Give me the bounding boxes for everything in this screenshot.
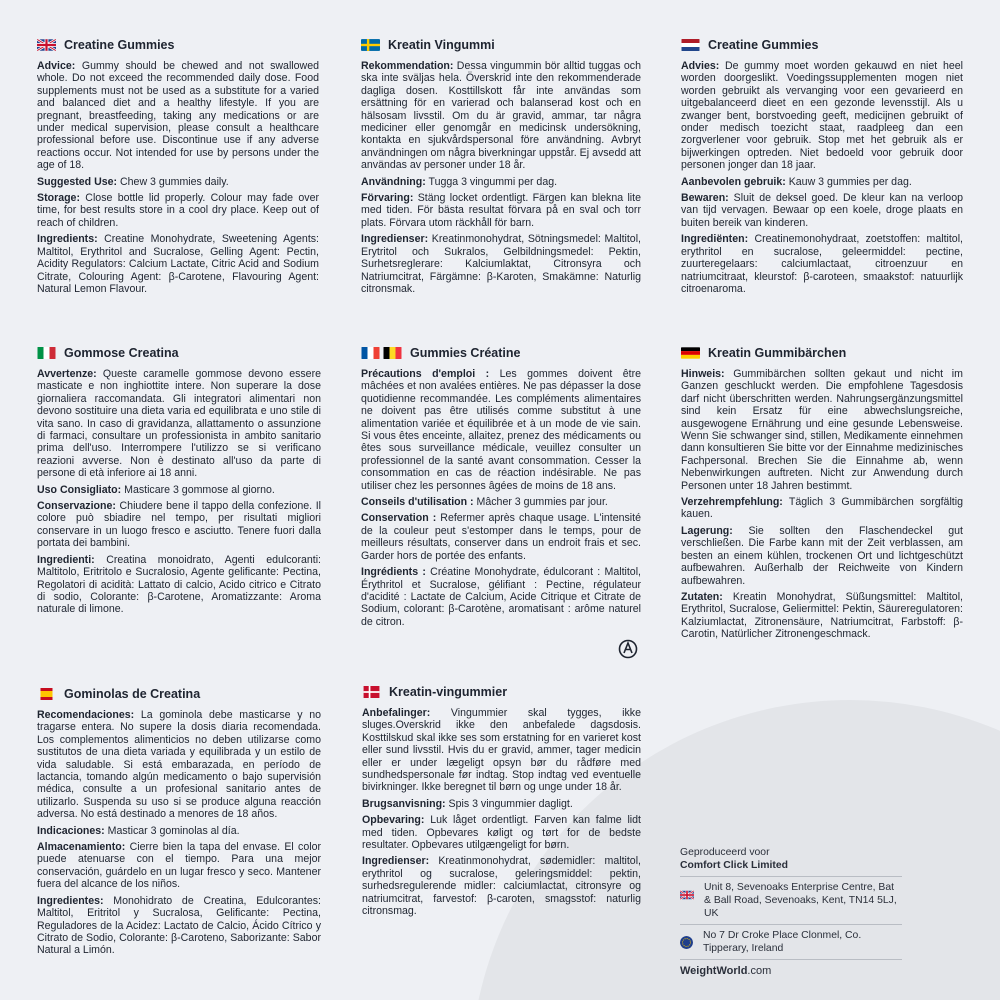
storage-text: Almacenamiento: Cierre bien la tapa del envase. El color puede atenuarse con el tiempo. Para una mejor conservación, guárdelo en un lugar fresco y seco. Mantener fuera del alcance de los niños. bbox=[37, 841, 321, 891]
section-nl bbox=[681, 38, 963, 299]
section-title: Kreatin Vingummi bbox=[388, 38, 495, 52]
advice-text: Recomendaciones: La gominola debe masticarse y no tragarse entera. No supere la dosis diaria recomendada. Los complementos alimenticios no deben utilizarse como sustitutos de una dieta variada y equilibrada y un estilo de vida saludable. Si está embarazada, en período de lactancia, tomando algún medicamento o bajo supervisión médica, consulte a un profesional sanitario antes de utilizarlo. Suspenda su uso si se produce alguna reacción adversa. No está destinado a menores de 18 años. bbox=[37, 709, 321, 821]
ingredients-text: Ingredienser: Kreatinmonohydrat, sødemidler: maltitol, erythritol og sucralose, geleringsmiddel: pektin, surhedsregulerende midler: calciumlactat, citronsyre og natriumcitrat, farvestof: β-caroten, smagsstof: naturlig citronsmag. bbox=[362, 855, 641, 918]
advice-text: Hinweis: Gummibärchen sollten gekaut und nicht im Ganzen geschluckt werden. Die empfohlene Tagesdosis darf nicht überschritten werden. Nahrungsergänzungsmittel sind kein Ersatz für eine abwechslungsreiche, ausgewogene Ernährung und eine gesunde Lebensweise. Wenn Sie schwanger sind, stillen, Medikamente einnehmen dann konsultieren Sie bitte vor der Einnahme medizinisches Fachpersonal. Brechen Sie die Einnahme ab, wenn Nebenwirkungen auftreten. Nicht zur Anwendung durch Personen unter 18 Jahren bestimmt. bbox=[681, 368, 963, 492]
manufacturer-info bbox=[680, 846, 902, 978]
uk-flag-icon bbox=[680, 890, 694, 900]
spain-flag-icon bbox=[37, 688, 56, 700]
storage-text: Förvaring: Stäng locket ordentligt. Färgen kan blekna lite med tiden. För bästa resultat förvara på en sval och torr plats. Förvara utom räckhåll för barn. bbox=[361, 192, 641, 229]
advice-text: Avvertenze: Queste caramelle gommose devono essere masticate e non inghiottite intere. Non superare la dose giornaliera raccomandata. Gli integratori alimentari non devono sostituire una dieta varia ed equilibrata e uno stile di vita sano. In caso di gravidanza, allattamento o assunzione di farmaci, consultare un professionista in ambito sanitario prima dell'uso. Interrompere l'utilizzo se si verificano reazioni avverse. Non è destinato all'uso da parte di persone di età inferiore ai 18 anni. bbox=[37, 368, 321, 480]
section-title: Creatine Gummies bbox=[708, 38, 819, 52]
section-dk bbox=[362, 685, 641, 922]
use-text: Conseils d'utilisation : Mâcher 3 gummies par jour. bbox=[361, 496, 608, 509]
section-title: Creatine Gummies bbox=[64, 38, 175, 52]
ingredients-text: Zutaten: Kreatin Monohydrat, Süßungsmittel: Maltitol, Erythritol, Sucralose, Geliermittel: Pektin, Säureregulatoren: Kalziumlactat, Zitronensäure, Natriumcitrat, Farbstoff: β-Carotin, Natürlicher Zitronengeschmack. bbox=[681, 590, 963, 641]
website: WeightWorld.com bbox=[680, 959, 902, 978]
section-se bbox=[361, 38, 641, 299]
ingredients-text: Ingredientes: Monohidrato de Creatina, Edulcorantes: Maltitol, Eritritol y Sucralosa, Gelificante: Pectina, Reguladores de la Acidez: Lactato de Calcio, Ácido Cítrico y Citrato de Sodio, Colorante: β-Caroteno, Saborizante: Sabor Natural a Limón. bbox=[37, 894, 321, 957]
ingredients-text: Ingrediënten: Creatinemonohydraat, zoetstoffen: maltitol, erythritol en sucralose, geleermiddel: pectine, zuurteregelaars: calciumlactaat, citroenzuur en natriumcitraat, kleurstof: β-caroteen, smaakstof: natuurlijk citroenaroma. bbox=[681, 233, 963, 295]
section-title: Kreatin-vingummier bbox=[389, 685, 508, 699]
use-text: Aanbevolen gebruik: Kauw 3 gummies per dag. bbox=[681, 175, 912, 188]
triman-recycle-icon bbox=[617, 638, 639, 660]
storage-text: Conservazione: Chiudere bene il tappo della confezione. Il colore può sbiadire nel tempo, per risultati migliori conservare in un luogo fresco e asciutto. Tenere fuori dalla portata dei bambini. bbox=[37, 500, 321, 550]
use-text: Brugsanvisning: Spis 3 vingummier dagligt. bbox=[362, 797, 573, 810]
use-text: Verzehrempfehlung: Täglich 3 Gummibärchen sorgfältig kauen. bbox=[681, 496, 963, 521]
section-title: Gommose Creatina bbox=[64, 346, 179, 360]
section-title: Gummies Créatine bbox=[410, 346, 521, 360]
ingredients-text: Ingredienti: Creatina monoidrato, Agenti edulcoranti: Maltitolo, Eritritolo e Sucralosio, Agente gelificante: Pectina, Regolatori di acidità: Lattato di calcio, Acido citrico e Citrato di sodio, Colorante: β-Carotene, Aromatizzante: Aroma naturale di limone. bbox=[37, 553, 321, 616]
advice-text: Rekommendation: Dessa vingummin bör alltid tuggas och ska inte sväljas hela. Överskrid inte den rekommenderade dagliga dosen. Kosttillskott får inte användas som ersättning för en varierad och balanserad kost och en hälsosam livsstil. Om du är gravid, ammar, tar några mediciner eller genomgår en medicinsk undersökning, kontakta en sjukvårdspersonal före användning. Avbryt användningen om några biverkningar uppstår. Ej avsedd att användas av personer under 18 år. bbox=[361, 60, 641, 172]
use-text: Suggested Use: Chew 3 gummies daily. bbox=[37, 175, 229, 188]
ingredients-text: Ingredienser: Kreatinmonohydrat, Sötningsmedel: Maltitol, Erytritol och Sukralos, Gelbildningsmedel: Pektin, Surhetsreglerare: Kalciumlaktat, Citronsyra och Natriumcitrat, Färgämne: β-Karoten, Smakämne: Naturlig citronsmak. bbox=[361, 233, 641, 295]
advice-text: Advies: De gummy moet worden gekauwd en niet heel worden doorgeslikt. Voedingssupplementen mogen niet worden gebruikt als vervanging voor een gevarieerd en uitgebalanceerd dieet en een gezonde levensstijl. Als u zwanger bent, borstvoeding geeft, medicijnen gebruikt of onder medisch toezicht staat, raadpleeg dan een zorgverlener voor gebruik. Stop met het gebruik als er bijwerkingen optreden. Niet bedoeld voor gebruik door personen jonger dan 18 jaar. bbox=[681, 60, 963, 172]
ingredients-text: Ingrédients : Créatine Monohydrate, édulcorant : Maltitol, Érythritol et Sucralose, gélifiant : Pectine, régulateur d'acidité : Lactate de Calcium, Acide Citrique et Citrate de Sodium, colorant: β-Carotène, aromatisant : arôme naturel de citron. bbox=[361, 566, 641, 628]
uk-address-text: Unit 8, Sevenoaks Enterprise Centre, Bat & Ball Road, Sevenoaks, Kent, TN14 5LJ, UK bbox=[704, 882, 897, 919]
italy-flag-icon bbox=[37, 347, 56, 359]
belgium-flag-icon bbox=[383, 347, 402, 359]
section-it bbox=[37, 346, 321, 620]
section-es bbox=[37, 687, 321, 961]
section-title: Kreatin Gummibärchen bbox=[708, 346, 847, 360]
section-fr bbox=[361, 346, 641, 632]
eu-flag-icon bbox=[680, 936, 693, 949]
storage-text: Conservation : Refermer après chaque usage. L'intensité de la couleur peut s'estomper dans le temps, pour de meilleurs résultats, conserver dans un endroit frais et sec. Garder hors de portée des enfants. bbox=[361, 512, 641, 562]
advice-text: Advice: Gummy should be chewed and not swallowed whole. Do not exceed the recommended daily dose. Food supplements must not be used as a substitute for a varied and balanced diet and a healthy lifestyle. If you are pregnant, breastfeeding, taking any medications or are under medical supervision, please consult a healthcare professional before use. Discontinue use if any adverse reactions occur. Not intended for use by persons under the age of 18. bbox=[37, 60, 319, 172]
use-text: Användning: Tugga 3 vingummi per dag. bbox=[361, 175, 558, 188]
use-text: Indicaciones: Masticar 3 gominolas al día. bbox=[37, 824, 240, 837]
storage-text: Storage: Close bottle lid properly. Colour may fade over time, for best results store in a cool dry place. Keep out of reach of children. bbox=[37, 192, 319, 229]
germany-flag-icon bbox=[681, 347, 700, 359]
storage-text: Bewaren: Sluit de deksel goed. De kleur kan na verloop van tijd vervagen. Bewaar op een koele, droge plaats en buiten bereik van kinderen. bbox=[681, 192, 963, 229]
ireland-address-text: No 7 Dr Croke Place Clonmel, Co. Tipperary, Ireland bbox=[703, 930, 862, 954]
section-title: Gominolas de Creatina bbox=[64, 687, 201, 701]
advice-text: Anbefalinger: Vingummier skal tygges, ikke sluges.Overskrid ikke den anbefalede dagsdosis. Kosttilskud skal ikke ses som erstatning for en varieret kost eller sund livsstil. Hvis du er gravid, ammer, tager medicin eller er under lægeligt opsyn bør du rådføre med sundhedspersonale før indtag. Stop indtag ved eventuelle bivirkninger. Ikke beregnet til børn og unge under 18 år. bbox=[362, 707, 641, 794]
advice-text: Précautions d'emploi : Les gommes doivent être mâchées et non avalées entières. Ne pas dépasser la dose quotidienne recommandée. Les compléments alimentaires ne doivent pas être utilisés comme substitut à une alimentation variée et équilibrée et à un mode de vie sain. Si vous êtes enceinte, allaitez, prenez des médicaments ou êtes sous surveillance médicale, veuillez consulter un professionnel de la santé avant consommation. Cesser la consommation en cas de réaction indésirable. Ne pas utiliser chez les personnes âgées de moins de 18 ans. bbox=[361, 368, 642, 492]
ingredients-text: Ingredients: Creatine Monohydrate, Sweetening Agents: Maltitol, Erythritol and Sucralose, Gelling Agent: Pectin, Acidity Regulators: Calcium Lactate, Citric Acid and Sodium Citrate, Colouring Agent: β-Carotene, Flavouring Agent: Natural Lemon Flavour. bbox=[37, 233, 319, 295]
produced-by-label: Geproduceerd voor bbox=[680, 847, 770, 858]
company-name: Comfort Click Limited bbox=[680, 860, 788, 871]
use-text: Uso Consigliato: Masticare 3 gommose al giorno. bbox=[37, 483, 275, 496]
section-de bbox=[681, 346, 963, 645]
netherlands-flag-icon bbox=[681, 39, 700, 51]
uk-address bbox=[680, 876, 902, 924]
ireland-address bbox=[680, 924, 902, 959]
france-flag-icon bbox=[361, 347, 380, 359]
storage-text: Lagerung: Sie sollten den Flaschendeckel gut verschließen. Die Farbe kann mit der Zeit verblassen, am besten an einem kühlen, trockenen Ort und lichtgeschützt aufbewahren. Außerhalb der Reichweite von Kindern aufbewahren. bbox=[681, 524, 963, 587]
storage-text: Opbevaring: Luk låget ordentligt. Farven kan falme lidt med tiden. Opbevares køligt og tørt for de bedste resultater. Opbevares utilgængeligt for børn. bbox=[362, 814, 641, 852]
uk-flag-icon bbox=[37, 39, 56, 51]
denmark-flag-icon bbox=[362, 686, 381, 698]
sweden-flag-icon bbox=[361, 39, 380, 51]
section-en bbox=[37, 38, 319, 299]
